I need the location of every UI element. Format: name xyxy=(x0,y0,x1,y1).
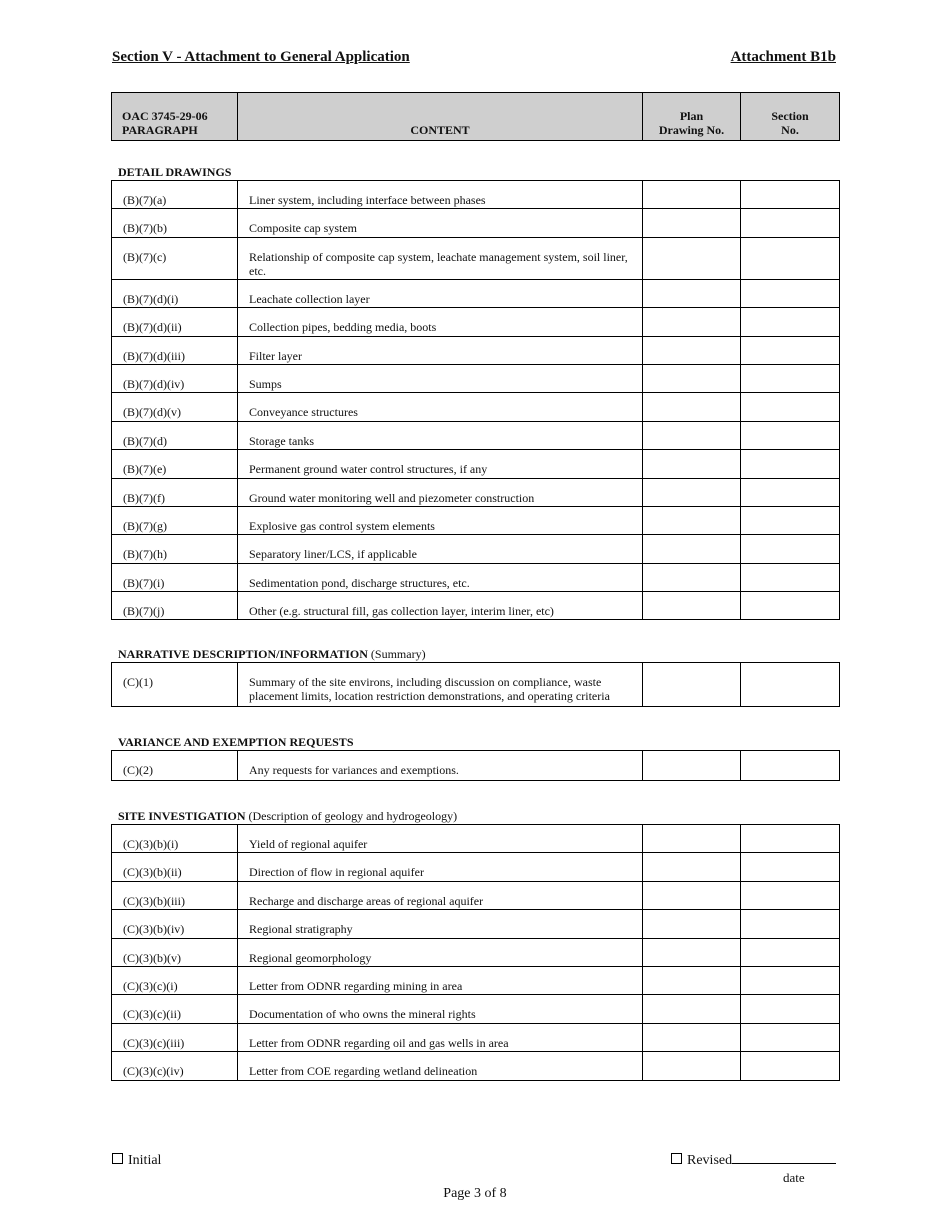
table-row xyxy=(112,663,840,707)
plan-drawing-cell[interactable] xyxy=(643,450,741,478)
plan-drawing-cell[interactable] xyxy=(643,336,741,364)
content-cell: Regional stratigraphy xyxy=(238,910,643,938)
content-cell: Any requests for variances and exemptions. xyxy=(238,751,643,781)
paragraph-cell: (B)(7)(g) xyxy=(112,506,238,534)
section-no-cell[interactable] xyxy=(741,308,840,336)
header-paragraph-line2: PARAGRAPH xyxy=(122,123,198,137)
plan-drawing-cell[interactable] xyxy=(643,825,741,853)
content-cell: Documentation of who owns the mineral rights xyxy=(238,995,643,1023)
content-cell: Explosive gas control system elements xyxy=(238,506,643,534)
plan-drawing-cell[interactable] xyxy=(643,506,741,534)
page-number: Page 3 of 8 xyxy=(443,1186,507,1201)
paragraph-cell: (B)(7)(e) xyxy=(112,450,238,478)
section-no-cell[interactable] xyxy=(741,910,840,938)
content-cell: Letter from ODNR regarding oil and gas wells in area xyxy=(238,1023,643,1051)
paragraph-cell: (C)(3)(c)(iv) xyxy=(112,1052,238,1080)
paragraph-cell: (B)(7)(d)(iv) xyxy=(112,364,238,392)
table-row xyxy=(112,336,840,364)
section-no-cell[interactable] xyxy=(741,751,840,781)
table-row xyxy=(112,853,840,881)
content-cell: Summary of the site environs, including discussion on compliance, waste placement limits, location restriction demonstrations, and operating criteria xyxy=(238,663,643,707)
content-cell: Direction of flow in regional aquifer xyxy=(238,853,643,881)
column-header-table xyxy=(111,92,840,141)
section-no-cell[interactable] xyxy=(741,995,840,1023)
paragraph-cell: (B)(7)(h) xyxy=(112,535,238,563)
variance-table xyxy=(111,750,840,781)
paragraph-cell: (C)(2) xyxy=(112,751,238,781)
plan-drawing-cell[interactable] xyxy=(643,751,741,781)
table-row xyxy=(112,478,840,506)
table-row xyxy=(112,995,840,1023)
content-cell: Letter from COE regarding wetland delineation xyxy=(238,1052,643,1080)
section-no-cell[interactable] xyxy=(741,237,840,279)
plan-drawing-cell[interactable] xyxy=(643,209,741,237)
narrative-subtitle: (Summary) xyxy=(370,647,426,661)
variance-heading: VARIANCE AND EXEMPTION REQUESTS xyxy=(118,735,354,749)
narrative-table xyxy=(111,662,840,707)
paragraph-cell: (B)(7)(f) xyxy=(112,478,238,506)
paragraph-cell: (B)(7)(d)(v) xyxy=(112,393,238,421)
section-no-cell[interactable] xyxy=(741,336,840,364)
plan-drawing-cell[interactable] xyxy=(643,563,741,591)
content-cell: Permanent ground water control structures, if any xyxy=(238,450,643,478)
section-no-cell[interactable] xyxy=(741,1052,840,1080)
section-no-cell[interactable] xyxy=(741,364,840,392)
table-row xyxy=(112,393,840,421)
content-cell: Recharge and discharge areas of regional aquifer xyxy=(238,881,643,909)
header-section-line2: No. xyxy=(781,123,799,137)
section-no-cell[interactable] xyxy=(741,1023,840,1051)
header-section-no xyxy=(741,93,840,141)
plan-drawing-cell[interactable] xyxy=(643,237,741,279)
paragraph-cell: (C)(3)(b)(v) xyxy=(112,938,238,966)
plan-drawing-cell[interactable] xyxy=(643,279,741,307)
section-no-cell[interactable] xyxy=(741,393,840,421)
plan-drawing-cell[interactable] xyxy=(643,592,741,620)
content-cell: Sumps xyxy=(238,364,643,392)
paragraph-cell: (B)(7)(d)(ii) xyxy=(112,308,238,336)
table-row xyxy=(112,237,840,279)
header-content: CONTENT xyxy=(238,93,643,141)
site-investigation-subtitle: (Description of geology and hydrogeology) xyxy=(248,809,458,823)
header-paragraph xyxy=(112,93,238,141)
initial-label: Initial xyxy=(128,1153,162,1168)
section-no-cell[interactable] xyxy=(741,825,840,853)
plan-drawing-cell[interactable] xyxy=(643,881,741,909)
plan-drawing-cell[interactable] xyxy=(643,478,741,506)
section-no-cell[interactable] xyxy=(741,478,840,506)
content-cell: Separatory liner/LCS, if applicable xyxy=(238,535,643,563)
content-cell: Leachate collection layer xyxy=(238,279,643,307)
table-row xyxy=(112,825,840,853)
revised-date-line[interactable] xyxy=(732,1163,836,1164)
content-cell: Regional geomorphology xyxy=(238,938,643,966)
section-no-cell[interactable] xyxy=(741,592,840,620)
content-cell: Letter from ODNR regarding mining in area xyxy=(238,966,643,994)
narrative-heading: NARRATIVE DESCRIPTION/INFORMATION (Summary) xyxy=(118,647,426,661)
table-row xyxy=(112,279,840,307)
paragraph-cell: (B)(7)(d) xyxy=(112,421,238,449)
detail-drawings-table xyxy=(111,180,840,620)
plan-drawing-cell[interactable] xyxy=(643,421,741,449)
header-plan-drawing xyxy=(643,93,741,141)
paragraph-cell: (C)(3)(c)(ii) xyxy=(112,995,238,1023)
paragraph-cell: (B)(7)(c) xyxy=(112,237,238,279)
content-cell: Storage tanks xyxy=(238,421,643,449)
content-cell: Other (e.g. structural fill, gas collection layer, interim liner, etc) xyxy=(238,592,643,620)
content-cell: Liner system, including interface between phases xyxy=(238,181,643,209)
content-cell: Relationship of composite cap system, leachate management system, soil liner, etc. xyxy=(238,237,643,279)
plan-drawing-cell[interactable] xyxy=(643,1023,741,1051)
plan-drawing-cell[interactable] xyxy=(643,910,741,938)
table-row xyxy=(112,881,840,909)
table-row xyxy=(112,364,840,392)
table-row xyxy=(112,308,840,336)
table-row xyxy=(112,535,840,563)
header-paragraph-line1: OAC 3745-29-06 xyxy=(122,109,208,123)
revised-checkbox[interactable] xyxy=(671,1153,682,1164)
detail-drawings-heading: DETAIL DRAWINGS xyxy=(118,165,232,179)
initial-checkbox[interactable] xyxy=(112,1153,123,1164)
content-cell: Conveyance structures xyxy=(238,393,643,421)
section-no-cell[interactable] xyxy=(741,853,840,881)
paragraph-cell: (B)(7)(a) xyxy=(112,181,238,209)
section-title: Section V - Attachment to General Application xyxy=(112,49,410,65)
table-row xyxy=(112,751,840,781)
content-cell: Composite cap system xyxy=(238,209,643,237)
table-row xyxy=(112,506,840,534)
plan-drawing-cell[interactable] xyxy=(643,938,741,966)
paragraph-cell: (B)(7)(j) xyxy=(112,592,238,620)
table-row xyxy=(112,1052,840,1080)
section-no-cell[interactable] xyxy=(741,938,840,966)
plan-drawing-cell[interactable] xyxy=(643,663,741,707)
paragraph-cell: (B)(7)(d)(iii) xyxy=(112,336,238,364)
header-section-line1: Section xyxy=(771,109,809,123)
plan-drawing-cell[interactable] xyxy=(643,995,741,1023)
table-row xyxy=(112,592,840,620)
table-row xyxy=(112,563,840,591)
paragraph-cell: (C)(1) xyxy=(112,663,238,707)
paragraph-cell: (C)(3)(b)(iv) xyxy=(112,910,238,938)
section-no-cell[interactable] xyxy=(741,663,840,707)
revised-checkbox-label[interactable] xyxy=(671,1153,836,1169)
content-cell: Yield of regional aquifer xyxy=(238,825,643,853)
section-no-cell[interactable] xyxy=(741,966,840,994)
table-row xyxy=(112,421,840,449)
content-cell: Sedimentation pond, discharge structures, etc. xyxy=(238,563,643,591)
paragraph-cell: (C)(3)(c)(i) xyxy=(112,966,238,994)
table-row xyxy=(112,450,840,478)
content-cell: Ground water monitoring well and piezometer construction xyxy=(238,478,643,506)
site-investigation-table xyxy=(111,824,840,1081)
plan-drawing-cell[interactable] xyxy=(643,535,741,563)
table-row xyxy=(112,209,840,237)
section-no-cell[interactable] xyxy=(741,535,840,563)
section-no-cell[interactable] xyxy=(741,421,840,449)
plan-drawing-cell[interactable] xyxy=(643,393,741,421)
paragraph-cell: (C)(3)(b)(iii) xyxy=(112,881,238,909)
section-no-cell[interactable] xyxy=(741,881,840,909)
paragraph-cell: (C)(3)(b)(i) xyxy=(112,825,238,853)
header-plan-line2: Drawing No. xyxy=(658,123,725,137)
plan-drawing-cell[interactable] xyxy=(643,364,741,392)
paragraph-cell: (B)(7)(d)(i) xyxy=(112,279,238,307)
paragraph-cell: (B)(7)(b) xyxy=(112,209,238,237)
section-no-cell[interactable] xyxy=(741,563,840,591)
plan-drawing-cell[interactable] xyxy=(643,181,741,209)
attachment-title: Attachment B1b xyxy=(730,49,836,65)
section-no-cell[interactable] xyxy=(741,209,840,237)
table-row xyxy=(112,181,840,209)
content-cell: Filter layer xyxy=(238,336,643,364)
site-investigation-heading: SITE INVESTIGATION (Description of geology and hydrogeology) xyxy=(118,809,458,823)
paragraph-cell: (C)(3)(c)(iii) xyxy=(112,1023,238,1051)
section-no-cell[interactable] xyxy=(741,506,840,534)
paragraph-cell: (B)(7)(i) xyxy=(112,563,238,591)
table-row xyxy=(112,938,840,966)
paragraph-cell: (C)(3)(b)(ii) xyxy=(112,853,238,881)
table-row xyxy=(112,966,840,994)
table-row xyxy=(112,910,840,938)
content-cell: Collection pipes, bedding media, boots xyxy=(238,308,643,336)
plan-drawing-cell[interactable] xyxy=(643,966,741,994)
plan-drawing-cell[interactable] xyxy=(643,308,741,336)
date-caption: date xyxy=(783,1170,805,1185)
revised-label: Revised xyxy=(687,1153,733,1168)
header-plan-line1: Plan xyxy=(679,109,704,123)
table-row xyxy=(112,1023,840,1051)
plan-drawing-cell[interactable] xyxy=(643,853,741,881)
initial-checkbox-label[interactable] xyxy=(112,1153,161,1169)
section-no-cell[interactable] xyxy=(741,181,840,209)
section-no-cell[interactable] xyxy=(741,450,840,478)
section-no-cell[interactable] xyxy=(741,279,840,307)
plan-drawing-cell[interactable] xyxy=(643,1052,741,1080)
